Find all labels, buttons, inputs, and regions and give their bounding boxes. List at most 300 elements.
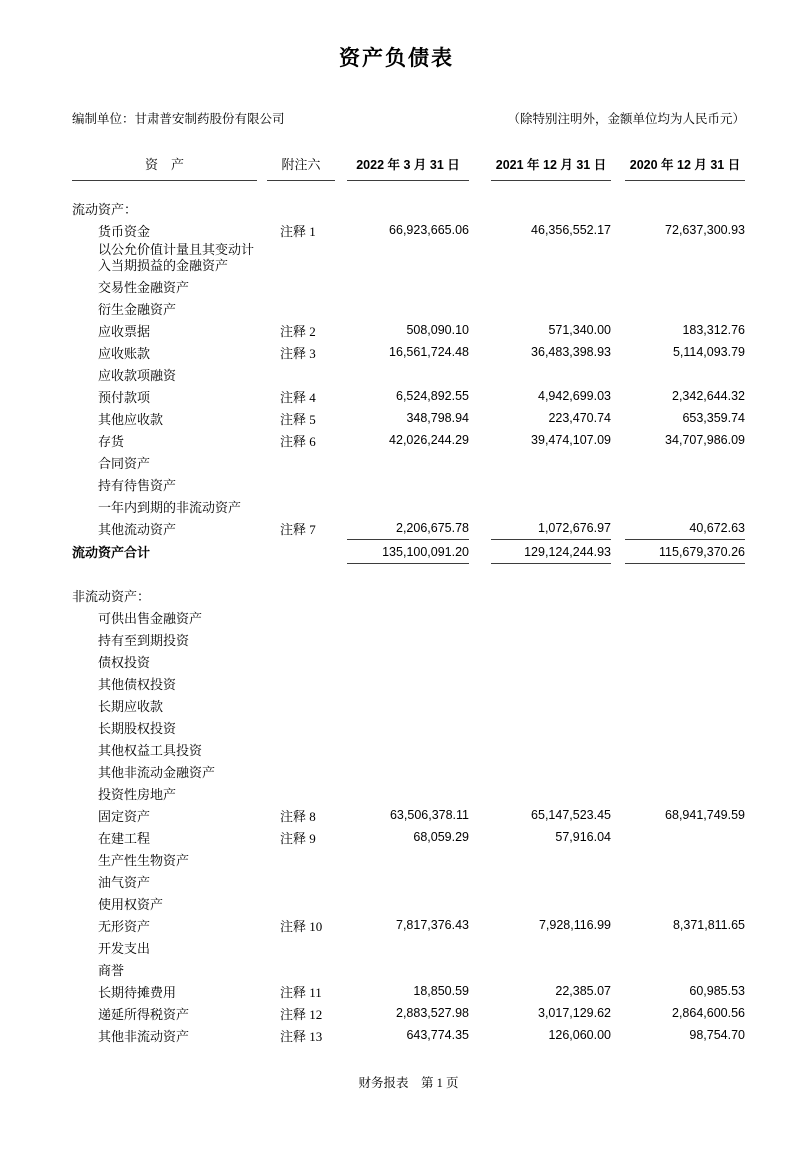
note-ref-cell [267,297,335,319]
column-gap [257,870,267,892]
asset-name-cell: 可供出售金融资产 [98,610,203,626]
column-gap [257,197,267,219]
column-gap [469,716,491,738]
table-row-item [72,473,745,495]
table-row-item [72,495,745,517]
column-gap [611,451,625,473]
column-header-assets: 资 产 [72,154,257,181]
column-gap [335,363,347,385]
note-ref-cell: 注释 7 [280,521,316,537]
column-gap [257,936,267,958]
value-cell-2022-03-31 [347,451,469,473]
value-cell-2021-12-31 [491,760,611,782]
column-gap [611,407,625,429]
table-row-item [72,385,745,407]
table-row-spacer [72,564,745,585]
value-cell-2021-12-31: 36,483,398.93 [531,345,611,359]
table-row-item [72,650,745,672]
note-ref-cell [267,241,335,275]
column-gap [611,429,625,451]
note-ref-cell [267,958,335,980]
value-cell-2021-12-31: 4,942,699.03 [538,389,611,403]
column-gap [335,628,347,650]
value-cell-2022-03-31: 135,100,091.20 [347,540,469,564]
value-cell-2022-03-31: 42,026,244.29 [389,433,469,447]
value-cell-2022-03-31 [347,241,469,275]
value-cell-2020-12-31: 60,985.53 [689,984,745,998]
value-cell-2022-03-31: 2,206,675.78 [396,521,469,535]
value-cell-2020-12-31 [625,275,745,297]
column-gap [469,936,491,958]
column-gap [257,473,267,495]
column-gap [611,241,625,275]
note-ref-cell: 注释 6 [280,433,316,449]
column-gap [335,650,347,672]
column-gap [335,1002,347,1024]
column-gap [257,914,267,936]
asset-name-cell: 生产性生物资产 [98,852,190,868]
value-cell-2020-12-31 [625,716,745,738]
note-ref-cell: 注释 4 [280,389,316,405]
table-row-item [72,980,745,1002]
value-cell-2021-12-31 [491,297,611,319]
column-gap [257,892,267,914]
column-gap [611,848,625,870]
value-cell-2020-12-31 [625,870,745,892]
value-cell-2020-12-31 [625,363,745,385]
value-cell-2021-12-31: 7,928,116.99 [538,918,611,932]
asset-name-cell: 应收账款 [98,345,151,361]
value-cell-2021-12-31 [491,606,611,628]
table-row-section [72,197,745,219]
note-ref-cell [267,694,335,716]
column-gap [469,241,491,275]
column-gap [335,716,347,738]
column-gap [257,672,267,694]
column-gap [257,782,267,804]
column-gap [257,540,267,564]
value-cell-2020-12-31 [625,606,745,628]
table-row-item [72,363,745,385]
column-gap [335,914,347,936]
value-cell-2022-03-31: 16,561,724.48 [389,345,469,359]
column-gap [257,804,267,826]
note-ref-cell [267,451,335,473]
asset-name-cell: 长期股权投资 [98,720,177,736]
column-header-note: 附注六 [267,154,335,181]
column-gap [257,980,267,1002]
value-cell-2022-03-31 [347,716,469,738]
column-gap [469,407,491,429]
column-gap [257,1002,267,1024]
table-row-item [72,275,745,297]
note-ref-cell [267,848,335,870]
note-ref-cell: 注释 1 [280,223,316,239]
column-gap [335,517,347,540]
column-gap [257,219,267,241]
value-cell-2021-12-31 [491,628,611,650]
column-gap [469,804,491,826]
asset-name-cell: 衍生金融资产 [98,301,177,317]
page-title: 资产负债表 [339,46,454,70]
column-gap [611,892,625,914]
asset-name-cell: 在建工程 [98,830,151,846]
value-cell-2022-03-31 [347,606,469,628]
value-cell-2021-12-31: 223,470.74 [548,411,611,425]
column-gap [257,429,267,451]
asset-name-cell: 持有待售资产 [98,477,177,493]
value-cell-2020-12-31 [625,694,745,716]
asset-name-cell: 预付款项 [98,389,151,405]
note-ref-cell [267,275,335,297]
asset-name-cell: 使用权资产 [98,896,164,912]
table-row-item [72,429,745,451]
column-gap [257,694,267,716]
note-ref-cell: 注释 3 [280,345,316,361]
asset-name-cell: 一年内到期的非流动资产 [98,499,242,515]
note-ref-cell: 注释 5 [280,411,316,427]
asset-name-cell: 其他流动资产 [98,521,177,537]
column-gap [257,584,267,606]
column-gap [611,197,625,219]
note-ref-cell [267,738,335,760]
value-cell-2021-12-31 [491,241,611,275]
column-gap [257,606,267,628]
value-cell-2022-03-31 [347,672,469,694]
value-cell-2021-12-31: 57,916.04 [555,830,611,844]
column-gap [469,606,491,628]
column-gap [469,451,491,473]
column-gap [335,760,347,782]
note-ref-cell [267,363,335,385]
column-gap [257,241,267,275]
asset-name-cell: 其他非流动金融资产 [98,764,216,780]
column-gap [469,870,491,892]
value-cell-2020-12-31: 2,864,600.56 [672,1006,745,1020]
column-gap [335,892,347,914]
column-gap [611,297,625,319]
value-cell-2022-03-31: 18,850.59 [413,984,469,998]
column-gap [469,219,491,241]
column-gap [611,672,625,694]
value-cell-2020-12-31 [625,495,745,517]
column-gap [469,694,491,716]
column-gap [611,275,625,297]
table-row-item [72,606,745,628]
column-gap [611,341,625,363]
value-cell-2020-12-31: 98,754.70 [689,1028,745,1042]
value-cell-2021-12-31 [491,694,611,716]
column-gap [257,760,267,782]
column-gap [257,363,267,385]
value-cell-2022-03-31: 6,524,892.55 [396,389,469,403]
column-gap [611,782,625,804]
value-cell-2020-12-31 [625,628,745,650]
table-row-item [72,219,745,241]
table-row-item [72,1024,745,1046]
table-row-item [72,341,745,363]
value-cell-2021-12-31 [491,275,611,297]
column-gap [469,341,491,363]
note-ref-cell: 注释 8 [280,808,316,824]
value-cell-2021-12-31 [491,936,611,958]
table-row-item [72,826,745,848]
value-cell-2021-12-31 [491,451,611,473]
asset-name-cell: 交易性金融资产 [98,279,190,295]
column-gap [611,628,625,650]
value-cell-2022-03-31 [347,584,469,606]
column-gap [611,760,625,782]
column-gap [469,297,491,319]
value-cell-2022-03-31 [347,892,469,914]
column-gap [469,540,491,564]
value-cell-2021-12-31 [491,958,611,980]
column-gap [257,385,267,407]
value-cell-2020-12-31: 2,342,644.32 [672,389,745,403]
column-gap [335,241,347,275]
value-cell-2022-03-31 [347,473,469,495]
spacer-row-cell [72,564,745,585]
column-gap [611,694,625,716]
column-gap [469,1002,491,1024]
value-cell-2020-12-31 [625,241,745,275]
asset-name-cell: 油气资产 [98,874,151,890]
column-gap [469,517,491,540]
column-gap [469,473,491,495]
column-gap [469,628,491,650]
table-row-item [72,1002,745,1024]
column-header-2021-12-31: 2021 年 12 月 31 日 [491,154,611,181]
value-cell-2022-03-31 [347,197,469,219]
column-gap [611,804,625,826]
table-row-item [72,804,745,826]
asset-name-cell: 其他权益工具投资 [98,742,203,758]
value-cell-2020-12-31: 34,707,986.09 [665,433,745,447]
value-cell-2021-12-31: 126,060.00 [548,1028,611,1042]
asset-name-cell: 其他应收款 [98,411,164,427]
column-gap [611,584,625,606]
value-cell-2021-12-31: 65,147,523.45 [531,808,611,822]
column-gap [257,495,267,517]
column-gap [257,407,267,429]
value-cell-2020-12-31: 68,941,749.59 [665,808,745,822]
value-cell-2021-12-31 [491,650,611,672]
note-ref-cell: 注释 13 [280,1028,323,1044]
note-ref-cell: 注释 10 [280,918,323,934]
column-gap [469,826,491,848]
column-gap [611,650,625,672]
value-cell-2022-03-31 [347,870,469,892]
value-cell-2020-12-31 [625,451,745,473]
column-gap [257,826,267,848]
asset-name-cell: 债权投资 [98,654,151,670]
value-cell-2022-03-31: 348,798.94 [406,411,469,425]
asset-name-cell: 货币资金 [98,223,151,239]
column-gap [335,341,347,363]
column-gap [611,738,625,760]
asset-name-cell: 非流动资产： [72,588,151,604]
value-cell-2022-03-31: 68,059.29 [413,830,469,844]
table-row-item [72,407,745,429]
value-cell-2021-12-31 [491,672,611,694]
column-gap [335,540,347,564]
note-ref-cell [267,936,335,958]
column-gap [611,826,625,848]
table-row-item [72,738,745,760]
value-cell-2022-03-31: 7,817,376.43 [396,918,469,932]
column-gap [469,980,491,1002]
column-gap [257,517,267,540]
column-gap [257,738,267,760]
column-gap [611,1024,625,1046]
value-cell-2021-12-31: 39,474,107.09 [531,433,611,447]
column-gap [611,473,625,495]
column-gap [611,980,625,1002]
value-cell-2021-12-31: 46,356,552.17 [531,223,611,237]
column-gap [611,517,625,540]
column-gap [335,219,347,241]
value-cell-2020-12-31 [625,197,745,219]
value-cell-2022-03-31 [347,275,469,297]
asset-name-cell: 无形资产 [98,918,151,934]
column-gap [611,606,625,628]
value-cell-2021-12-31: 1,072,676.97 [538,521,611,535]
value-cell-2020-12-31 [625,584,745,606]
column-gap [335,385,347,407]
table-row-item [72,848,745,870]
column-gap [335,197,347,219]
value-cell-2022-03-31: 643,774.35 [406,1028,469,1042]
column-gap [611,936,625,958]
column-gap [257,1024,267,1046]
column-header-2020-12-31: 2020 年 12 月 31 日 [625,154,745,181]
column-gap [469,385,491,407]
column-gap [335,584,347,606]
note-ref-cell [267,495,335,517]
column-gap [611,540,625,564]
column-gap [611,870,625,892]
column-gap [469,760,491,782]
balance-sheet-table [72,154,745,1046]
value-cell-2021-12-31: 3,017,129.62 [538,1006,611,1020]
value-cell-2020-12-31 [625,958,745,980]
note-ref-cell [267,540,335,564]
asset-name-line: 入当期损益的金融资产 [98,258,229,273]
value-cell-2022-03-31 [347,694,469,716]
table-row-item [72,319,745,341]
column-gap [335,782,347,804]
table-header-row [72,154,745,181]
note-ref-cell [267,716,335,738]
column-gap [335,297,347,319]
column-gap [257,848,267,870]
column-gap [469,154,491,181]
value-cell-2020-12-31 [625,672,745,694]
value-cell-2020-12-31: 5,114,093.79 [672,345,745,359]
note-ref-cell [267,606,335,628]
column-gap [611,1002,625,1024]
column-gap [469,584,491,606]
value-cell-2022-03-31 [347,363,469,385]
table-row-item [72,716,745,738]
value-cell-2020-12-31 [625,473,745,495]
column-gap [611,363,625,385]
prepared-by-text: 编制单位：甘肃普安制药股份有限公司 [72,112,285,126]
value-cell-2020-12-31 [625,936,745,958]
note-ref-cell: 注释 11 [280,984,322,1000]
value-cell-2020-12-31: 8,371,811.65 [672,918,745,932]
table-row-item [72,451,745,473]
column-gap [335,870,347,892]
value-cell-2020-12-31: 183,312.76 [682,323,745,337]
asset-name-cell: 商誉 [98,962,125,978]
value-cell-2021-12-31: 129,124,244.93 [491,540,611,564]
column-gap [611,219,625,241]
column-gap [257,628,267,650]
value-cell-2022-03-31: 508,090.10 [406,323,469,337]
column-gap [611,958,625,980]
column-gap [611,716,625,738]
value-cell-2020-12-31 [625,782,745,804]
value-cell-2022-03-31 [347,760,469,782]
value-cell-2022-03-31 [347,848,469,870]
value-cell-2021-12-31 [491,495,611,517]
column-gap [335,154,347,181]
asset-name-cell: 递延所得税资产 [98,1006,190,1022]
column-gap [469,429,491,451]
column-gap [611,154,625,181]
column-gap [469,672,491,694]
column-gap [335,473,347,495]
value-cell-2022-03-31 [347,936,469,958]
note-ref-cell: 注释 2 [280,323,316,339]
value-cell-2020-12-31 [625,650,745,672]
note-ref-cell [267,584,335,606]
value-cell-2022-03-31 [347,650,469,672]
table-row-item [72,870,745,892]
column-gap [469,848,491,870]
asset-name-cell: 存货 [98,433,125,449]
column-gap [469,914,491,936]
asset-name-cell: 固定资产 [98,808,151,824]
value-cell-2022-03-31 [347,782,469,804]
column-gap [469,495,491,517]
column-gap [257,716,267,738]
column-gap [469,958,491,980]
value-cell-2020-12-31 [625,738,745,760]
column-gap [335,738,347,760]
asset-name-cell: 流动资产： [72,201,138,217]
table-row-section [72,584,745,606]
note-ref-cell [267,782,335,804]
table-row-item [72,936,745,958]
value-cell-2021-12-31: 571,340.00 [548,323,611,337]
column-gap [611,914,625,936]
value-cell-2021-12-31 [491,584,611,606]
note-ref-cell: 注释 12 [280,1006,323,1022]
column-gap [469,782,491,804]
note-ref-cell [267,870,335,892]
table-row-item [72,628,745,650]
column-gap [257,341,267,363]
value-cell-2021-12-31 [491,197,611,219]
value-cell-2022-03-31 [347,958,469,980]
value-cell-2022-03-31 [347,628,469,650]
table-row-item [72,782,745,804]
value-cell-2022-03-31: 66,923,665.06 [389,223,469,237]
value-cell-2021-12-31 [491,716,611,738]
asset-name-cell: 应收款项融资 [98,367,177,383]
